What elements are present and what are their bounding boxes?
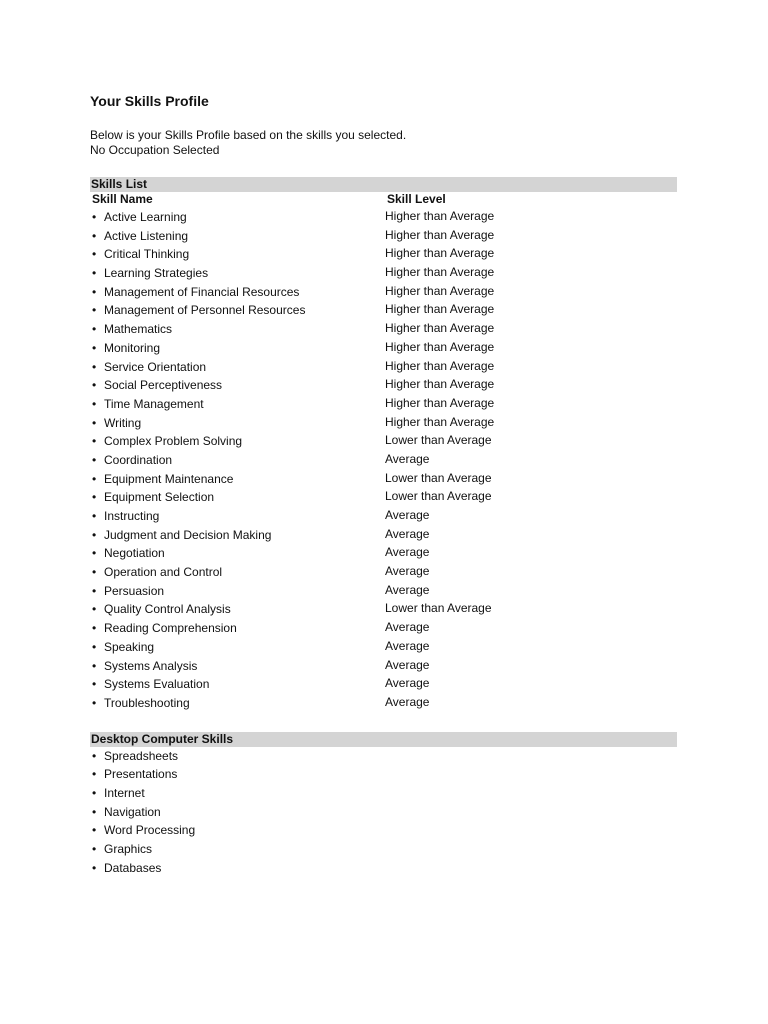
skill-name-column-header: Skill Name <box>92 192 153 206</box>
skill-name: Active Learning <box>104 210 187 224</box>
bullet-icon: • <box>92 748 97 763</box>
intro-text <box>90 128 677 158</box>
skill-name-cell <box>90 582 385 601</box>
skill-level: Higher than Average <box>385 209 495 223</box>
bullet-icon: • <box>92 823 97 838</box>
bullet-icon: • <box>92 509 97 523</box>
skill-row <box>90 451 677 470</box>
skill-row <box>90 432 677 451</box>
skill-name: Troubleshooting <box>104 695 190 710</box>
skill-row <box>90 227 677 246</box>
bullet-icon: • <box>92 767 97 782</box>
bullet-icon: • <box>92 396 97 411</box>
skill-name-cell <box>90 339 385 358</box>
skill-level: Average <box>385 451 430 466</box>
bullet-icon: • <box>92 860 97 875</box>
skill-name: Equipment Maintenance <box>104 471 234 486</box>
bullet-icon: • <box>92 583 97 598</box>
skill-name-cell <box>90 507 385 526</box>
skill-level: Average <box>385 564 430 579</box>
bullet-icon: • <box>92 639 97 654</box>
skill-level: Higher than Average <box>385 265 495 280</box>
skill-name: Speaking <box>104 639 155 654</box>
skill-name-cell <box>90 264 385 283</box>
bullet-icon: • <box>92 695 97 710</box>
bullet-icon: • <box>92 322 97 337</box>
desktop-skill-label: Presentations <box>104 767 178 782</box>
bullet-icon: • <box>92 621 97 636</box>
skill-level: Lower than Average <box>385 470 492 485</box>
bullet-icon: • <box>92 415 97 430</box>
skills-column-headers <box>90 192 677 208</box>
skill-level: Average <box>385 526 430 541</box>
skill-name: Instructing <box>104 509 160 523</box>
bullet-icon: • <box>92 677 97 692</box>
bullet-icon: • <box>92 228 97 243</box>
skill-name: Monitoring <box>104 340 161 355</box>
skill-row <box>90 320 677 339</box>
skill-level: Higher than Average <box>385 321 495 336</box>
skill-level: Average <box>385 508 430 522</box>
skill-name-cell <box>90 657 385 676</box>
desktop-skill-label: Databases <box>104 860 162 875</box>
skill-level: Average <box>385 694 430 709</box>
bullet-icon: • <box>92 359 97 374</box>
skill-name: Complex Problem Solving <box>104 434 243 449</box>
skill-name-cell <box>90 638 385 657</box>
skill-row <box>90 563 677 582</box>
bullet-icon: • <box>92 804 97 819</box>
skill-name: Mathematics <box>104 322 173 337</box>
skill-row <box>90 470 677 489</box>
skill-name: Judgment and Decision Making <box>104 527 272 542</box>
bullet-icon: • <box>92 527 97 542</box>
skill-row <box>90 488 677 507</box>
desktop-skill-item <box>90 821 677 840</box>
skill-row <box>90 657 677 676</box>
skill-level: Higher than Average <box>385 302 495 317</box>
skill-name: Equipment Selection <box>104 490 215 505</box>
skill-level: Higher than Average <box>385 283 495 298</box>
skills-list-header: Skills List <box>90 177 677 192</box>
skill-name: Quality Control Analysis <box>104 602 231 617</box>
bullet-icon: • <box>92 658 97 673</box>
bullet-icon: • <box>92 546 97 561</box>
intro-line-occupation: No Occupation Selected <box>90 143 220 157</box>
bullet-icon: • <box>92 284 97 299</box>
skill-name-cell <box>90 208 385 227</box>
skill-name-cell <box>90 376 385 395</box>
skill-level: Average <box>385 676 430 691</box>
bullet-icon: • <box>92 378 97 393</box>
skill-row <box>90 358 677 377</box>
skill-name-cell <box>90 245 385 264</box>
skill-row <box>90 600 677 619</box>
bullet-icon: • <box>92 471 97 486</box>
bullet-icon: • <box>92 490 97 505</box>
skill-name-cell <box>90 432 385 451</box>
bullet-icon: • <box>92 785 97 800</box>
desktop-skill-item <box>90 784 677 803</box>
skills-profile-document <box>90 92 677 877</box>
bullet-icon: • <box>92 340 97 355</box>
skill-name: Critical Thinking <box>104 247 190 262</box>
bullet-icon: • <box>92 842 97 856</box>
desktop-skill-item <box>90 747 677 766</box>
skill-level: Higher than Average <box>385 246 495 261</box>
skill-name: Systems Evaluation <box>104 677 210 692</box>
skill-level: Higher than Average <box>385 358 495 373</box>
bullet-icon: • <box>92 434 97 449</box>
skill-row <box>90 339 677 358</box>
skill-name-cell <box>90 320 385 339</box>
desktop-skills-list <box>90 747 677 878</box>
desktop-skill-label: Internet <box>104 785 145 800</box>
skill-name-cell <box>90 470 385 489</box>
skill-name-cell <box>90 227 385 246</box>
skill-level: Average <box>385 620 430 635</box>
skill-name-cell <box>90 563 385 582</box>
desktop-skill-item <box>90 765 677 784</box>
skill-name: Reading Comprehension <box>104 621 237 636</box>
bullet-icon: • <box>92 452 97 467</box>
skill-row <box>90 619 677 638</box>
skill-name-cell <box>90 600 385 619</box>
skill-level: Higher than Average <box>385 377 495 392</box>
skill-row <box>90 414 677 433</box>
skill-row <box>90 544 677 563</box>
skill-name-cell <box>90 414 385 433</box>
skill-name: Management of Financial Resources <box>104 284 300 299</box>
skill-name-cell <box>90 395 385 414</box>
skill-row <box>90 283 677 302</box>
skill-name-cell <box>90 619 385 638</box>
desktop-skill-label: Spreadsheets <box>104 748 179 763</box>
skill-name-cell <box>90 694 385 713</box>
skill-level: Higher than Average <box>385 414 495 429</box>
skill-row <box>90 582 677 601</box>
desktop-skill-label: Word Processing <box>104 823 196 838</box>
skill-level-column-header: Skill Level <box>387 192 446 206</box>
desktop-skill-item <box>90 803 677 822</box>
skill-level: Lower than Average <box>385 433 492 448</box>
skill-level: Average <box>385 545 430 560</box>
bullet-icon: • <box>92 565 97 580</box>
skill-name: Persuasion <box>104 583 165 598</box>
skill-name: Coordination <box>104 452 173 467</box>
skill-row <box>90 245 677 264</box>
desktop-skills-header: Desktop Computer Skills <box>90 732 677 747</box>
skill-level: Lower than Average <box>385 601 492 616</box>
intro-line-description: Below is your Skills Profile based on the skills you selected. <box>90 128 407 142</box>
skill-name: Time Management <box>104 396 204 411</box>
desktop-skill-item <box>90 840 677 859</box>
skills-list <box>90 208 677 713</box>
skill-row <box>90 638 677 657</box>
skill-row <box>90 301 677 320</box>
skill-level: Higher than Average <box>385 227 495 242</box>
bullet-icon: • <box>92 602 97 617</box>
skill-level: Higher than Average <box>385 395 495 410</box>
skill-name: Management of Personnel Resources <box>104 303 306 318</box>
skill-row <box>90 507 677 526</box>
skill-name-cell <box>90 526 385 545</box>
skill-name: Service Orientation <box>104 359 207 374</box>
skill-name: Learning Strategies <box>104 266 209 281</box>
desktop-skill-item <box>90 859 677 878</box>
page-title: Your Skills Profile <box>90 93 209 109</box>
skill-row <box>90 264 677 283</box>
bullet-icon: • <box>92 303 97 318</box>
skill-level: Average <box>385 638 430 653</box>
desktop-skill-label: Graphics <box>104 842 153 856</box>
skill-name: Active Listening <box>104 228 189 243</box>
skill-name-cell <box>90 358 385 377</box>
bullet-icon: • <box>92 210 97 224</box>
skill-level: Average <box>385 657 430 672</box>
skill-name-cell <box>90 283 385 302</box>
skill-name-cell <box>90 675 385 694</box>
skill-name: Writing <box>104 415 142 430</box>
skill-name: Operation and Control <box>104 565 223 580</box>
skill-row <box>90 395 677 414</box>
skill-level: Average <box>385 582 430 597</box>
skill-row <box>90 376 677 395</box>
skill-name-cell <box>90 544 385 563</box>
bullet-icon: • <box>92 266 97 281</box>
desktop-skill-label: Navigation <box>104 804 161 819</box>
skill-name-cell <box>90 301 385 320</box>
skill-name: Negotiation <box>104 546 165 561</box>
skill-level: Higher than Average <box>385 339 495 354</box>
skill-name-cell <box>90 488 385 507</box>
skill-name: Systems Analysis <box>104 658 198 673</box>
skill-name-cell <box>90 451 385 470</box>
skill-row <box>90 208 677 227</box>
bullet-icon: • <box>92 247 97 262</box>
skill-level: Lower than Average <box>385 489 492 504</box>
skill-row <box>90 694 677 713</box>
skill-name: Social Perceptiveness <box>104 378 223 393</box>
skill-row <box>90 526 677 545</box>
skill-row <box>90 675 677 694</box>
